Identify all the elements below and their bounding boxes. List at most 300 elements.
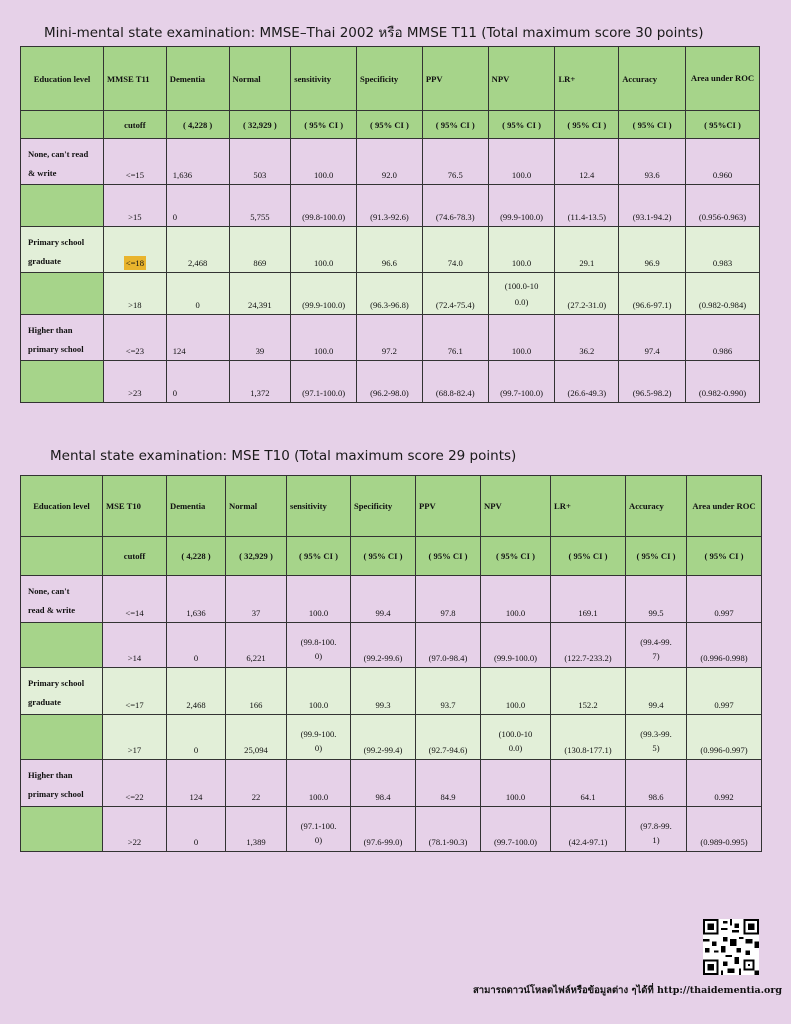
- cell-value: <=23: [125, 346, 145, 356]
- header-cell: Dementia: [167, 476, 226, 537]
- cell-value: (27.2-31.0): [567, 300, 607, 310]
- cell-value: (0.956-0.963): [698, 212, 747, 222]
- table-row: [21, 227, 760, 273]
- header-cell: sensitivity: [287, 476, 351, 537]
- cell-value: 76.1: [447, 346, 463, 356]
- education-level-line: Primary school: [28, 237, 85, 247]
- table-row: [21, 623, 762, 668]
- cell-value: 100.0: [505, 700, 526, 710]
- table-cell: [551, 715, 626, 760]
- education-level-line: graduate: [28, 697, 61, 707]
- cell-value: (99.9-100.0): [494, 653, 537, 663]
- table-cell: [229, 185, 291, 227]
- cell-value: (99.8-100.0): [300, 637, 337, 661]
- table-cell: [291, 185, 357, 227]
- cell-value: 100.0: [505, 792, 526, 802]
- header-cell: PPV: [416, 476, 481, 537]
- table-cell: [103, 715, 167, 760]
- cell-value: (97.8-99.1): [640, 821, 672, 845]
- table-cell: [416, 715, 481, 760]
- cell-value: >18: [128, 300, 142, 310]
- table-cell: [551, 807, 626, 852]
- cell-value: 503: [253, 170, 267, 180]
- cell-value: (78.1-90.3): [428, 837, 468, 847]
- cell-value: 166: [249, 700, 263, 710]
- cell-value: 0: [193, 837, 199, 847]
- education-level-label: [21, 227, 104, 273]
- cell-value: 0.986: [712, 346, 733, 356]
- cell-value: (96.3-96.8): [370, 300, 409, 310]
- table-cell: [686, 273, 760, 315]
- table-cell: [166, 315, 229, 361]
- subheader-cell: [21, 537, 103, 576]
- table-cell: [481, 623, 551, 668]
- table-row: [21, 273, 760, 315]
- cell-value: 24,391: [248, 300, 272, 310]
- table-cell: [619, 227, 686, 273]
- cell-value: (122.7-233.2): [564, 653, 612, 663]
- cell-value: <=17: [125, 700, 144, 710]
- table-cell: [686, 185, 760, 227]
- header-cell: Accuracy: [619, 47, 686, 111]
- cell-value: (99.9-100.0): [300, 729, 337, 753]
- highlighted-cutoff: <=18: [125, 258, 145, 268]
- table-cell: [416, 760, 481, 807]
- table-cell: [481, 715, 551, 760]
- table-cell: [104, 139, 167, 185]
- table-row: [21, 576, 762, 623]
- cell-value: 76.5: [447, 170, 463, 180]
- table-row: [21, 807, 762, 852]
- education-level-label: [21, 139, 104, 185]
- table-cell: [626, 715, 687, 760]
- cell-value: (11.4-13.5): [567, 212, 607, 222]
- cell-value: 12.4: [579, 170, 595, 180]
- table-cell: [167, 715, 226, 760]
- table-cell: [687, 623, 762, 668]
- table-cell: [555, 315, 619, 361]
- header-cell: LR+: [555, 47, 619, 111]
- cell-value: (99.2-99.4): [363, 745, 403, 755]
- table-cell: [226, 623, 287, 668]
- subheader-cell: cutoff: [104, 111, 167, 139]
- table-cell: [481, 760, 551, 807]
- cell-value: 124: [172, 346, 186, 356]
- table-cell: [226, 807, 287, 852]
- table-cell: [416, 623, 481, 668]
- table-cell: [287, 715, 351, 760]
- table-cell: [351, 668, 416, 715]
- table-cell: [357, 185, 423, 227]
- education-level-label: [21, 576, 103, 623]
- cell-value: 97.2: [381, 346, 397, 356]
- mmse-t11-table: [20, 46, 760, 403]
- education-level-label: [21, 315, 104, 361]
- table-cell: [481, 807, 551, 852]
- header-cell: Normal: [226, 476, 287, 537]
- table-cell: [167, 576, 226, 623]
- cell-value: (92.7-94.6): [428, 745, 468, 755]
- table-cell: [104, 361, 167, 403]
- cell-value: (99.7-100.0): [500, 388, 544, 398]
- subheader-cell: ( 95% CI ): [555, 111, 619, 139]
- table-cell: [422, 315, 488, 361]
- table-cell: [488, 361, 555, 403]
- subheader-cell: cutoff: [103, 537, 167, 576]
- cell-value: (99.9-100.0): [500, 212, 544, 222]
- cell-value: (97.6-99.0): [363, 837, 403, 847]
- table-cell: [687, 715, 762, 760]
- cell-value: 93.6: [644, 170, 660, 180]
- header-cell: Education level: [21, 476, 103, 537]
- footer-download-note: สามารถดาวน์โหลดไฟล์หรือข้อมูลต่าง ๆได้ที่ http://thaidementia.org: [473, 985, 782, 996]
- education-level-empty: [21, 185, 104, 227]
- cell-value: >23: [128, 388, 142, 398]
- table-cell: [422, 185, 488, 227]
- education-level-line: & write: [28, 168, 57, 178]
- table-cell: [351, 576, 416, 623]
- cell-value: 29.1: [579, 258, 595, 268]
- education-level-empty: [21, 273, 104, 315]
- table-cell: [626, 668, 687, 715]
- table-cell: [291, 273, 357, 315]
- cell-value: <=22: [125, 792, 144, 802]
- header-cell: PPV: [422, 47, 488, 111]
- table-cell: [103, 576, 167, 623]
- table-cell: [229, 361, 291, 403]
- cell-value: (26.6-49.3): [567, 388, 607, 398]
- table-cell: [226, 576, 287, 623]
- cell-value: <=15: [125, 170, 145, 180]
- subheader-cell: ( 95% CI ): [481, 537, 551, 576]
- education-level-line: graduate: [28, 256, 61, 266]
- cell-value: 36.2: [579, 346, 595, 356]
- cell-value: 0.992: [714, 792, 734, 802]
- cell-value: 74.0: [447, 258, 463, 268]
- page-title-mse: Mental state examination: MSE T10 (Total maximum score 29 points): [50, 448, 517, 464]
- table-row: [21, 760, 762, 807]
- table-cell: [229, 273, 291, 315]
- cell-value: 0: [172, 212, 178, 222]
- cell-value: (93.1-94.2): [632, 212, 672, 222]
- cell-value: (97.1-100.0): [302, 388, 346, 398]
- cell-value: (72.4-75.4): [435, 300, 475, 310]
- table-cell: [422, 139, 488, 185]
- table-cell: [555, 273, 619, 315]
- header-cell: NPV: [481, 476, 551, 537]
- cell-value: 39: [255, 346, 265, 356]
- cell-value: 6,221: [246, 653, 266, 663]
- cell-value: 869: [253, 258, 267, 268]
- cell-value: 1,636: [186, 608, 206, 618]
- cell-value: 100.0: [505, 608, 526, 618]
- cell-value: 1,389: [246, 837, 266, 847]
- cell-value: 37: [251, 608, 261, 618]
- table-cell: [104, 185, 167, 227]
- cell-value: (96.5-98.2): [632, 388, 672, 398]
- table-cell: [104, 273, 167, 315]
- table-cell: [166, 227, 229, 273]
- table-cell: [103, 760, 167, 807]
- header-cell: Area under ROC: [687, 476, 762, 537]
- header-cell: Specificity: [351, 476, 416, 537]
- table-cell: [287, 807, 351, 852]
- cell-value: 25,094: [244, 745, 268, 755]
- cell-value: 99.4: [648, 700, 664, 710]
- subheader-cell: ( 95% CI ): [351, 537, 416, 576]
- subheader-cell: ( 32,929 ): [226, 537, 287, 576]
- cell-value: 1,636: [172, 170, 193, 180]
- page-title-mmse: Mini-mental state examination: MMSE–Thai 2002 หรือ MMSE T11 (Total maximum score 30 points): [44, 25, 704, 41]
- table-cell: [351, 807, 416, 852]
- cell-value: 100.0: [308, 700, 329, 710]
- subheader-cell: ( 95% CI ): [422, 111, 488, 139]
- cell-value: >17: [127, 745, 142, 755]
- cell-value: (0.996-0.998): [700, 653, 748, 663]
- cell-value: 169.1: [578, 608, 598, 618]
- table-cell: [619, 273, 686, 315]
- cell-value: 22: [251, 792, 261, 802]
- header-cell: LR+: [551, 476, 626, 537]
- education-level-line: Higher than: [28, 325, 73, 335]
- education-level-empty: [21, 623, 103, 668]
- cell-value: (68.8-82.4): [435, 388, 475, 398]
- cell-value: 0.983: [712, 258, 733, 268]
- table-cell: [686, 361, 760, 403]
- table-cell: [103, 807, 167, 852]
- subheader-cell: ( 95% CI ): [416, 537, 481, 576]
- table-cell: [416, 576, 481, 623]
- table-cell: [287, 760, 351, 807]
- cell-value: (97.1-100.0): [300, 821, 337, 845]
- header-cell: Normal: [229, 47, 291, 111]
- cell-value: 0: [193, 653, 199, 663]
- cell-value: (97.0-98.4): [428, 653, 468, 663]
- cell-value: 100.0: [313, 170, 334, 180]
- table-cell: [626, 623, 687, 668]
- table-cell: [687, 576, 762, 623]
- subheader-cell: ( 95% CI ): [687, 537, 762, 576]
- table-cell: [357, 315, 423, 361]
- subheader-cell: ( 95% CI ): [551, 537, 626, 576]
- cell-value: 2,468: [187, 258, 208, 268]
- cell-value: 93.7: [440, 700, 456, 710]
- table-cell: [351, 760, 416, 807]
- cell-value: 99.4: [375, 608, 391, 618]
- table-cell: [229, 315, 291, 361]
- subheader-cell: ( 95% CI ): [287, 537, 351, 576]
- table-cell: [687, 760, 762, 807]
- cell-value: 0: [193, 745, 199, 755]
- table-cell: [551, 576, 626, 623]
- education-level-label: [21, 760, 103, 807]
- table-cell: [357, 227, 423, 273]
- table-row: [21, 139, 760, 185]
- table-row: [21, 361, 760, 403]
- table-cell: [686, 227, 760, 273]
- table-cell: [357, 139, 423, 185]
- cell-value: (100.0-100.0): [504, 281, 539, 307]
- cell-value: (0.989-0.995): [700, 837, 748, 847]
- education-level-empty: [21, 361, 104, 403]
- cell-value: 1,372: [250, 388, 270, 398]
- table-cell: [226, 760, 287, 807]
- table-cell: [104, 227, 167, 273]
- table-cell: [103, 668, 167, 715]
- table-cell: [351, 715, 416, 760]
- table-cell: [626, 760, 687, 807]
- education-level-line: Higher than: [28, 770, 73, 780]
- cell-value: <=14: [125, 608, 144, 618]
- cell-value: 100.0: [313, 346, 334, 356]
- table-cell: [291, 139, 357, 185]
- cell-value: >14: [127, 653, 142, 663]
- table-cell: [166, 139, 229, 185]
- table-cell: [555, 361, 619, 403]
- header-cell: Area under ROC: [686, 47, 760, 111]
- header-cell: Education level: [21, 47, 104, 111]
- cell-value: (99.4-99.7): [640, 637, 672, 661]
- table-cell: [166, 185, 229, 227]
- education-level-line: read & write: [28, 605, 76, 615]
- table-cell: [619, 361, 686, 403]
- table-cell: [291, 315, 357, 361]
- table-cell: [357, 361, 423, 403]
- table-cell: [687, 668, 762, 715]
- table-row: [21, 315, 760, 361]
- table-cell: [551, 623, 626, 668]
- subheader-cell: ( 4,228 ): [167, 537, 226, 576]
- cell-value: 100.0: [308, 792, 329, 802]
- table-cell: [166, 361, 229, 403]
- table-row: [21, 185, 760, 227]
- education-level-line: Primary school: [28, 678, 85, 688]
- cell-value: (0.982-0.990): [698, 388, 747, 398]
- table-cell: [488, 139, 555, 185]
- table-cell: [555, 139, 619, 185]
- table-cell: [555, 185, 619, 227]
- subheader-cell: ( 95%CI ): [686, 111, 760, 139]
- table-cell: [551, 760, 626, 807]
- table-cell: [166, 273, 229, 315]
- cell-value: (0.996-0.997): [700, 745, 748, 755]
- education-level-empty: [21, 807, 103, 852]
- table-cell: [626, 807, 687, 852]
- cell-value: 124: [189, 792, 203, 802]
- cell-value: 96.6: [381, 258, 397, 268]
- table-row: [21, 715, 762, 760]
- table-cell: [687, 807, 762, 852]
- table-cell: [619, 315, 686, 361]
- cell-value: 100.0: [511, 258, 532, 268]
- education-level-label: [21, 668, 103, 715]
- subheader-cell: ( 32,929 ): [229, 111, 291, 139]
- cell-value: (96.6-97.1): [632, 300, 672, 310]
- cell-value: 100.0: [511, 346, 532, 356]
- cell-value: 5,755: [250, 212, 270, 222]
- table-cell: [619, 185, 686, 227]
- header-cell: Accuracy: [626, 476, 687, 537]
- cell-value: (0.982-0.984): [698, 300, 747, 310]
- header-cell: MSE T10: [103, 476, 167, 537]
- table-cell: [481, 668, 551, 715]
- cell-value: 100.0: [308, 608, 329, 618]
- education-level-line: primary school: [28, 344, 84, 354]
- subheader-cell: ( 95% CI ): [619, 111, 686, 139]
- cell-value: 99.5: [648, 608, 664, 618]
- cell-value: 97.8: [440, 608, 456, 618]
- cell-value: 99.3: [375, 700, 391, 710]
- table-cell: [229, 227, 291, 273]
- table-cell: [416, 668, 481, 715]
- table-cell: [291, 227, 357, 273]
- header-cell: sensitivity: [291, 47, 357, 111]
- table-cell: [287, 576, 351, 623]
- subheader-cell: ( 95% CI ): [488, 111, 555, 139]
- header-cell: MMSE T11: [104, 47, 167, 111]
- subheader-cell: ( 4,228 ): [166, 111, 229, 139]
- cell-value: 64.1: [580, 792, 596, 802]
- table-cell: [488, 315, 555, 361]
- table-cell: [351, 623, 416, 668]
- table-cell: [167, 623, 226, 668]
- cell-value: (96.2-98.0): [370, 388, 409, 398]
- table-cell: [422, 273, 488, 315]
- table-cell: [422, 361, 488, 403]
- table-cell: [226, 668, 287, 715]
- table-cell: [226, 715, 287, 760]
- subheader-cell: ( 95% CI ): [626, 537, 687, 576]
- cell-value: 98.6: [648, 792, 664, 802]
- header-cell: Dementia: [166, 47, 229, 111]
- cell-value: (99.3-99.5): [640, 729, 672, 753]
- cell-value: 152.2: [578, 700, 598, 710]
- table-cell: [357, 273, 423, 315]
- cell-value: 96.9: [644, 258, 660, 268]
- education-level-line: None, can't read: [28, 149, 89, 159]
- cell-value: 0.997: [714, 700, 734, 710]
- cell-value: 2,468: [186, 700, 206, 710]
- cell-value: (74.6-78.3): [435, 212, 475, 222]
- table-cell: [488, 227, 555, 273]
- education-level-line: None, can't: [28, 586, 70, 596]
- cell-value: 0.997: [714, 608, 734, 618]
- cell-value: 100.0: [511, 170, 532, 180]
- cell-value: (42.4-97.1): [568, 837, 608, 847]
- education-level-line: primary school: [28, 789, 84, 799]
- qr-code-icon: [703, 919, 759, 975]
- table-row: [21, 668, 762, 715]
- cell-value: 0: [172, 388, 178, 398]
- subheader-cell: ( 95% CI ): [291, 111, 357, 139]
- header-cell: Specificity: [357, 47, 423, 111]
- table-cell: [481, 576, 551, 623]
- table-cell: [103, 623, 167, 668]
- table-cell: [287, 668, 351, 715]
- cell-value: 100.0: [313, 258, 334, 268]
- header-cell: NPV: [488, 47, 555, 111]
- cell-value: (99.2-99.6): [363, 653, 403, 663]
- table-cell: [229, 139, 291, 185]
- table-cell: [488, 273, 555, 315]
- table-cell: [167, 807, 226, 852]
- cell-value: 92.0: [381, 170, 397, 180]
- table-cell: [167, 668, 226, 715]
- cell-value: (130.8-177.1): [564, 745, 612, 755]
- table-cell: [422, 227, 488, 273]
- table-cell: [686, 315, 760, 361]
- table-cell: [167, 760, 226, 807]
